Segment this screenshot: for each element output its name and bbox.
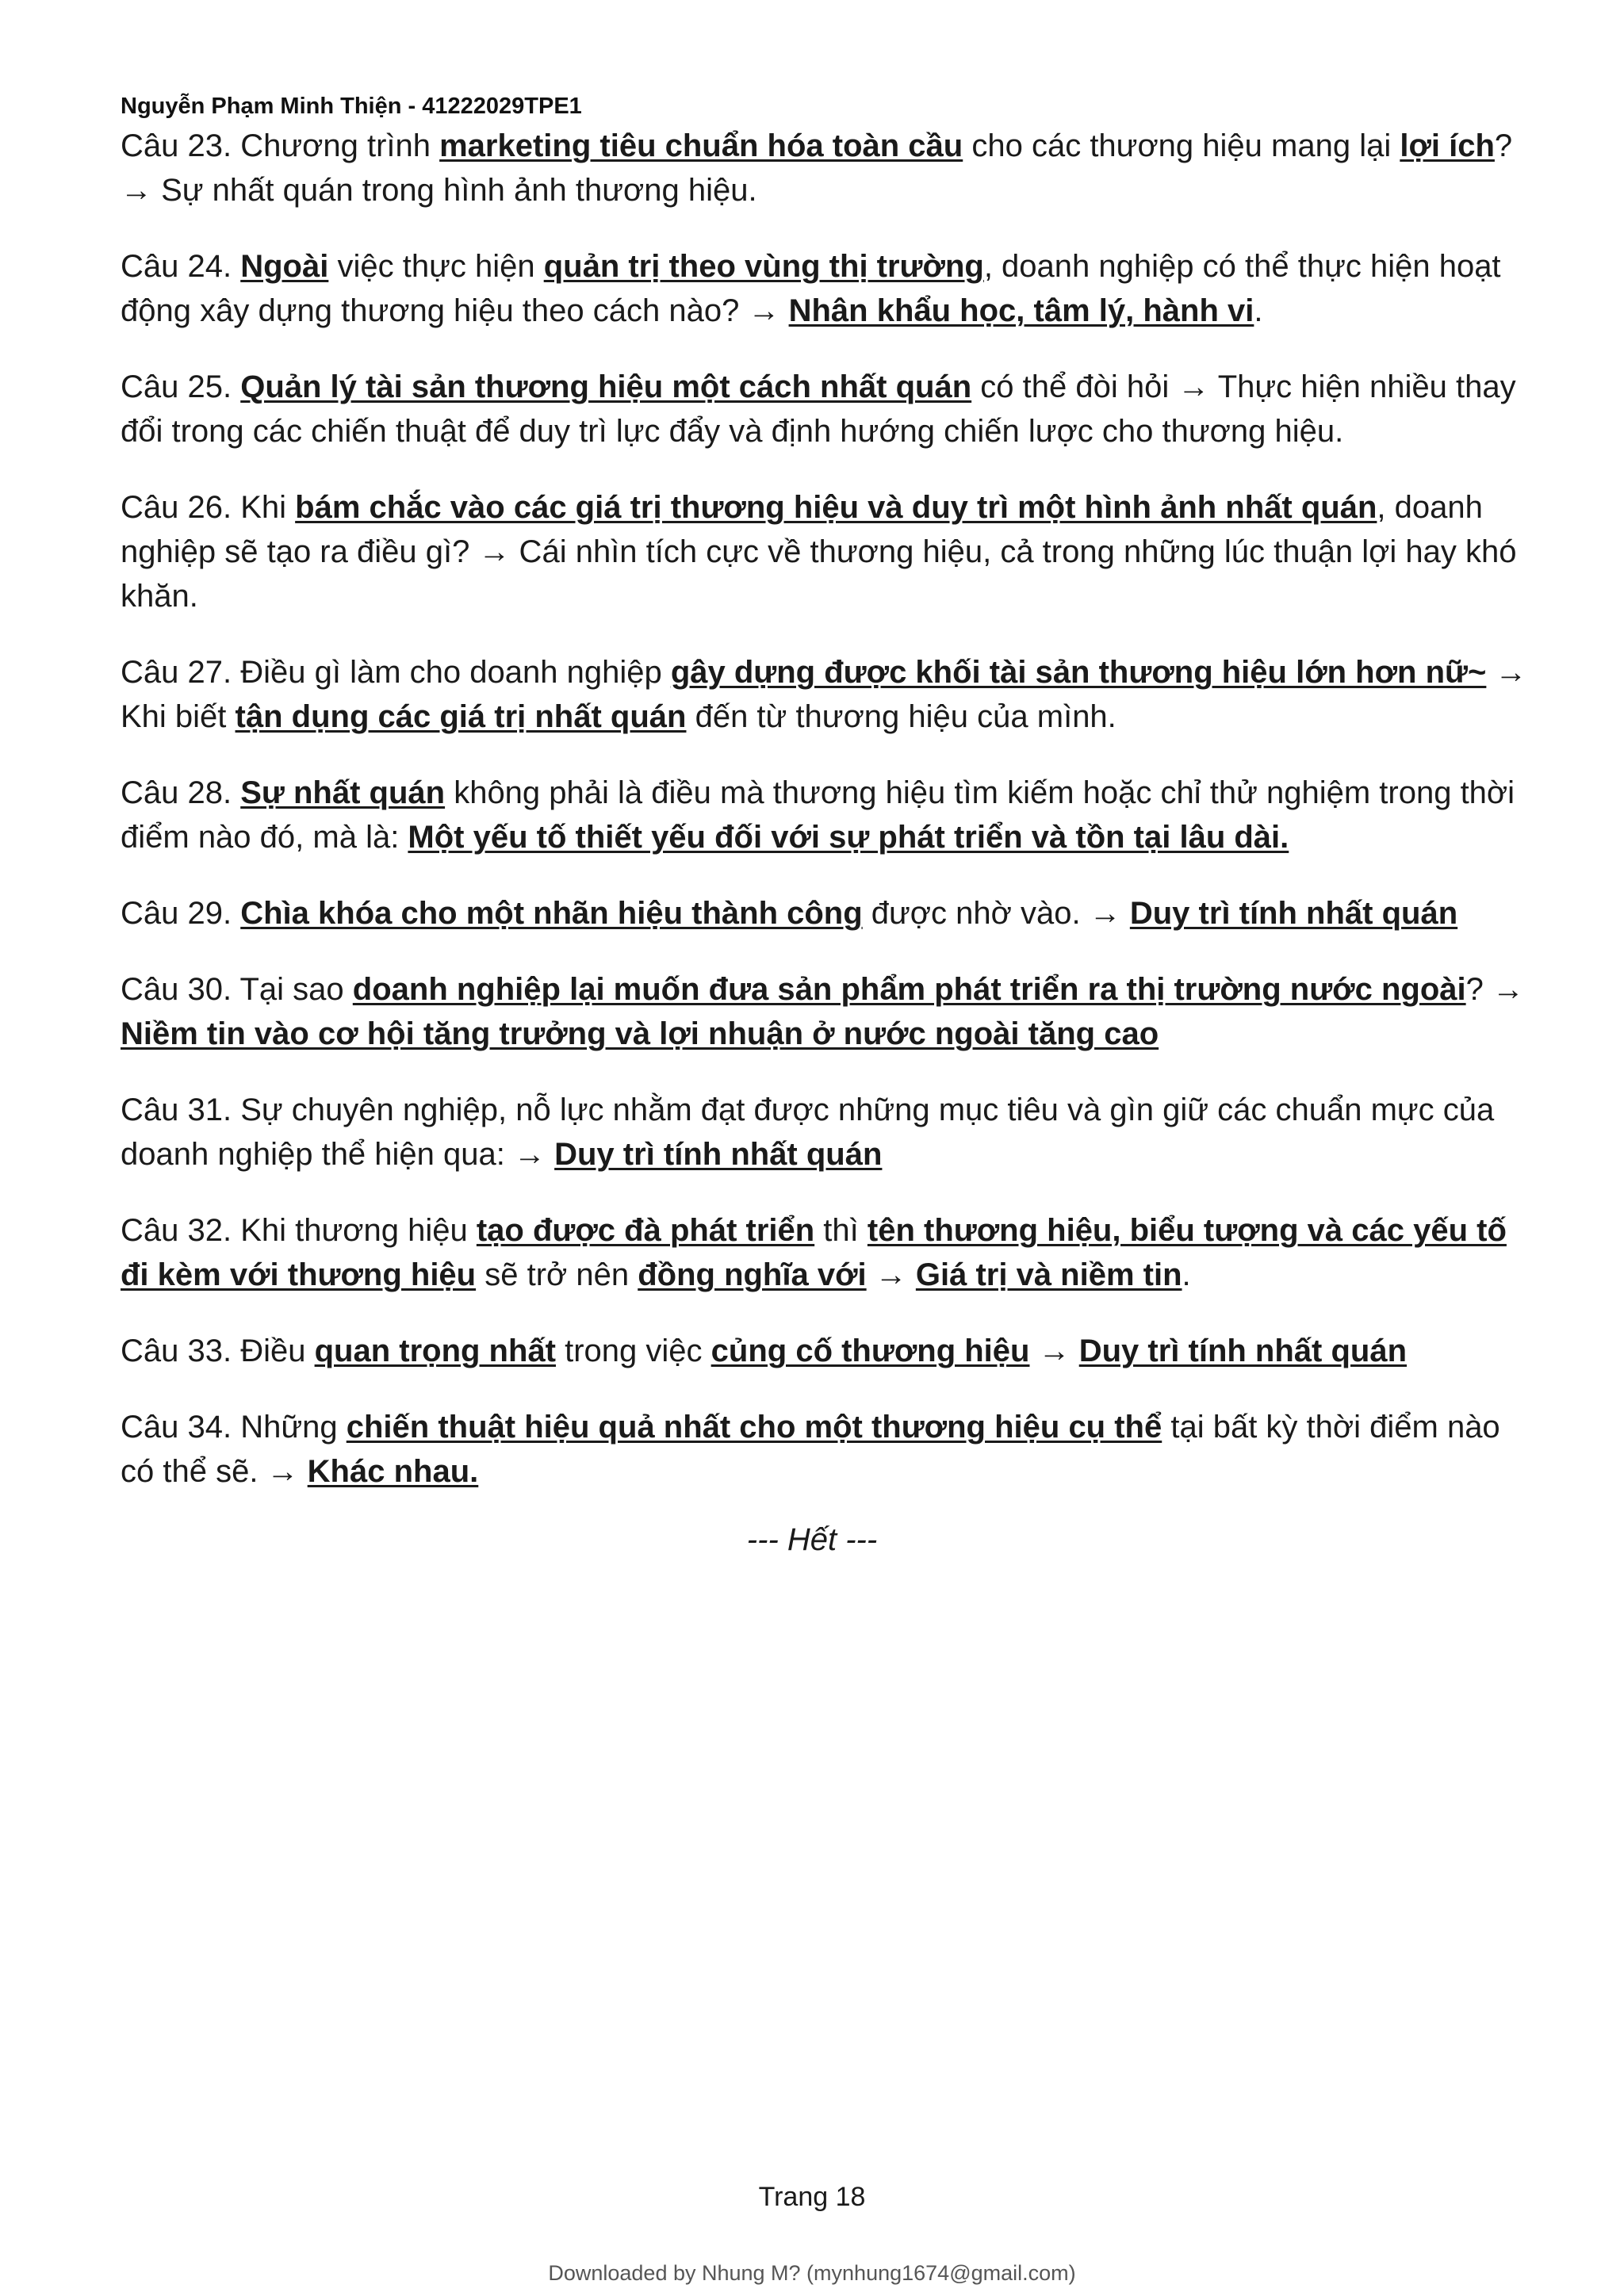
question-text: cho các thương hiệu mang lại: [963, 128, 1400, 163]
emphasized-text: Niềm tin vào cơ hội tăng trưởng và lợi nhuận ở nước ngoài tăng cao: [121, 1016, 1159, 1051]
emphasized-text: Ngoài: [240, 249, 329, 284]
emphasized-text: Duy trì tính nhất quán: [554, 1137, 883, 1172]
emphasized-text: gây dựng được khối tài sản thương hiệu lớn hơn nữ~: [670, 655, 1487, 690]
question-text: Câu 23. Chương trình: [121, 128, 440, 163]
emphasized-text: quản trị theo vùng thị trường: [543, 249, 984, 284]
question-text: thì: [814, 1213, 868, 1248]
question-text: →: [866, 1257, 916, 1292]
question-item: [121, 650, 1532, 739]
page-number: Trang 18: [758, 2182, 866, 2212]
question-text: đến từ thương hiệu của mình.: [686, 699, 1116, 734]
question-text: Câu 34. Những: [121, 1410, 347, 1445]
question-item: [121, 771, 1532, 859]
question-text: Câu 27. Điều gì làm cho doanh nghiệp: [121, 655, 671, 690]
emphasized-text: Một yếu tố thiết yếu đối với sự phát triển và tồn tại lâu dài.: [408, 820, 1289, 855]
question-text: trong việc: [556, 1334, 711, 1368]
question-text: , doanh nghiệp sẽ tạo ra điều gì? → Cái nhìn tích cực về thương hiệu, cả trong những lúc thuận lợi hay khó khăn.: [121, 490, 1517, 614]
question-text: Câu 31. Sự chuyên nghiệp, nỗ lực nhằm đạt được những mục tiêu và gìn giữ các chuẩn mực của doanh nghiệp thể hiện qua: →: [121, 1093, 1495, 1172]
question-text: tại bất kỳ thời điểm nào có thể sẽ. →: [121, 1410, 1500, 1489]
emphasized-text: marketing tiêu chuẩn hóa toàn cầu: [439, 128, 963, 163]
question-item: [121, 1405, 1532, 1494]
download-note: Downloaded by Nhung M? (mynhung1674@gmail.com): [548, 2261, 1076, 2285]
emphasized-text: tên thương hiệu, biểu tượng và các yếu tố đi kèm với thương hiệu: [121, 1213, 1507, 1292]
question-text: Câu 26. Khi: [121, 490, 296, 525]
question-text: Câu 32. Khi thương hiệu: [121, 1213, 477, 1248]
question-text: ? → Sự nhất quán trong hình ảnh thương hiệu.: [121, 128, 1513, 208]
question-text: Câu 28.: [121, 775, 241, 810]
question-list: [121, 124, 1532, 1525]
question-item: [121, 1208, 1532, 1297]
question-text: , doanh nghiệp có thể thực hiện hoạt động xây dựng thương hiệu theo cách nào? →: [121, 249, 1501, 328]
question-text: Câu 25.: [121, 369, 241, 404]
question-text: ? →: [1465, 972, 1524, 1007]
emphasized-text: Duy trì tính nhất quán: [1078, 1334, 1408, 1368]
emphasized-text: chiến thuật hiệu quả nhất cho một thương hiệu cụ thể: [346, 1410, 1162, 1445]
emphasized-text: Duy trì tính nhất quán: [1129, 896, 1458, 931]
question-item: [121, 485, 1532, 618]
emphasized-text: Sự nhất quán: [240, 775, 446, 810]
question-text: → Khi biết: [121, 655, 1527, 734]
emphasized-text: củng cố thương hiệu: [710, 1334, 1030, 1368]
emphasized-text: quan trọng nhất: [314, 1334, 556, 1368]
question-text: Câu 29.: [121, 896, 241, 931]
question-text: Câu 30. Tại sao: [121, 972, 353, 1007]
question-text: .: [1182, 1257, 1191, 1292]
question-item: [121, 244, 1532, 333]
author-header: Nguyễn Phạm Minh Thiện - 41222029TPE1: [121, 94, 582, 119]
question-text: có thể đòi hỏi → Thực hiện nhiều thay đổi trong các chiến thuật để duy trì lực đẩy và định hướng chiến lược cho thương hiệu.: [121, 369, 1516, 449]
emphasized-text: lợi ích: [1400, 128, 1495, 163]
end-marker: --- Hết ---: [746, 1522, 878, 1557]
emphasized-text: Nhân khẩu học, tâm lý, hành vi: [788, 293, 1254, 328]
question-text: Câu 33. Điều: [121, 1334, 315, 1368]
emphasized-text: đồng nghĩa với: [638, 1257, 867, 1292]
emphasized-text: bám chắc vào các giá trị thương hiệu và duy trì một hình ảnh nhất quán: [295, 490, 1377, 525]
question-item: [121, 1088, 1532, 1177]
question-item: [121, 891, 1532, 936]
emphasized-text: doanh nghiệp lại muốn đưa sản phẩm phát triển ra thị trường nước ngoài: [352, 972, 1466, 1007]
emphasized-text: tận dụng các giá trị nhất quán: [235, 699, 687, 734]
question-item: [121, 967, 1532, 1056]
question-text: việc thực hiện: [328, 249, 544, 284]
emphasized-text: Giá trị và niềm tin: [915, 1257, 1182, 1292]
question-item: [121, 365, 1532, 453]
question-item: [121, 124, 1532, 212]
emphasized-text: tạo được đà phát triển: [476, 1213, 815, 1248]
emphasized-text: Quản lý tài sản thương hiệu một cách nhất quán: [240, 369, 972, 404]
question-text: không phải là điều mà thương hiệu tìm kiếm hoặc chỉ thử nghiệm trong thời điểm nào đó, mà là:: [121, 775, 1515, 855]
emphasized-text: Chìa khóa cho một nhãn hiệu thành công: [240, 896, 863, 931]
question-text: Câu 24.: [121, 249, 241, 284]
question-item: [121, 1329, 1532, 1373]
question-text: →: [1029, 1334, 1079, 1368]
emphasized-text: Khác nhau.: [307, 1454, 479, 1489]
question-text: được nhờ vào. →: [862, 896, 1130, 931]
question-text: sẽ trở nên: [476, 1257, 638, 1292]
question-text: .: [1254, 293, 1263, 328]
